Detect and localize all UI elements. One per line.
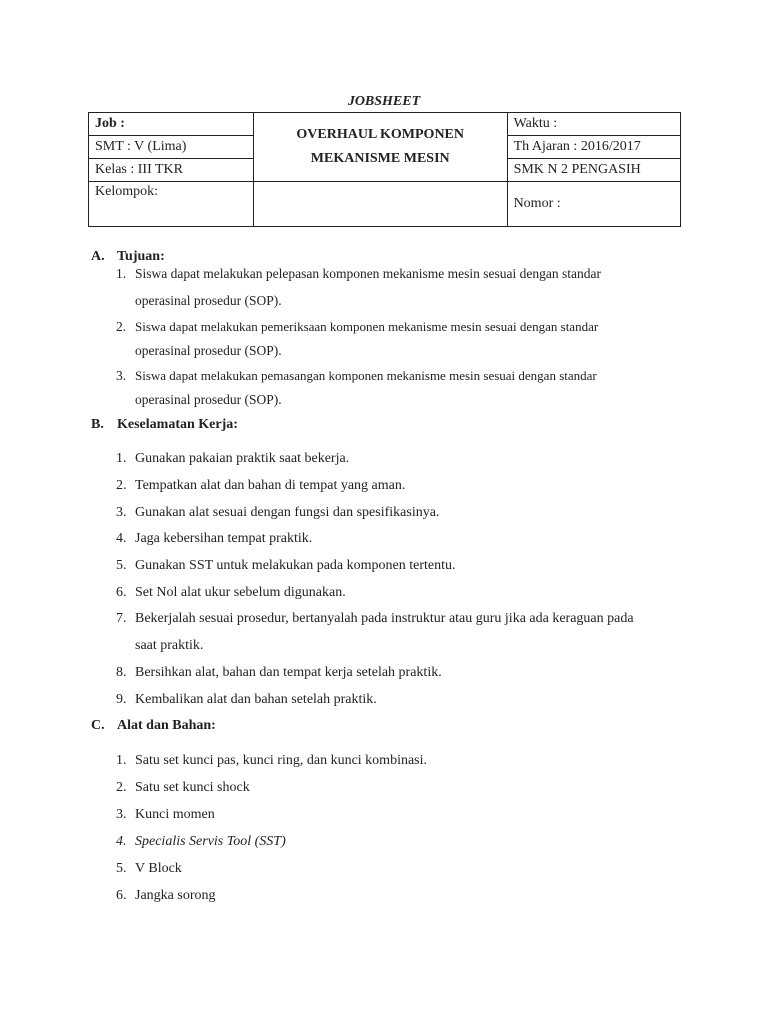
item-text: Satu set kunci pas, kunci ring, dan kunci kombinasi. <box>135 753 428 768</box>
item-number: 4. <box>116 834 127 849</box>
list-item <box>116 611 696 653</box>
list-item <box>116 888 696 904</box>
section-letter: C. <box>91 718 105 733</box>
item-text: Bersihkan alat, bahan dan tempat kerja setelah praktik. <box>135 665 442 680</box>
list-item <box>116 861 696 877</box>
list-item <box>116 780 696 796</box>
item-text: Gunakan SST untuk melakukan pada komponen tertentu. <box>135 558 456 573</box>
list-item <box>116 558 696 574</box>
ajaran-cell: Th Ajaran : 2016/2017 <box>507 136 680 159</box>
item-number: 1. <box>116 451 127 466</box>
list-item <box>116 807 696 823</box>
section-c-heading <box>91 718 216 734</box>
item-text: Bekerjalah sesuai prosedur, bertanyalah pada instruktur atau guru jika ada keraguan pada <box>135 611 634 626</box>
item-text: Kembalikan alat dan bahan setelah praktik. <box>135 692 377 707</box>
blank-cell <box>253 182 507 227</box>
item-number: 9. <box>116 692 127 707</box>
subject-cell <box>253 113 507 182</box>
smt-cell: SMT : V (Lima) <box>89 136 254 159</box>
item-text: Satu set kunci shock <box>135 780 250 795</box>
item-number: 1. <box>116 753 127 768</box>
job-cell: Job : <box>89 113 254 136</box>
item-number: 2. <box>116 780 127 795</box>
item-text-cont: operasinal prosedur (SOP). <box>135 293 282 308</box>
list-item <box>116 505 696 521</box>
item-text: V Block <box>135 861 182 876</box>
item-text: Siswa dapat melakukan pemeriksaan komponen mekanisme mesin sesuai dengan standar <box>135 319 599 334</box>
list-item <box>116 319 696 358</box>
item-text: Set Nol alat ukur sebelum digunakan. <box>135 585 346 600</box>
item-text: Jaga kebersihan tempat praktik. <box>135 531 313 546</box>
item-text: Tempatkan alat dan bahan di tempat yang aman. <box>135 478 406 493</box>
item-text: Gunakan alat sesuai dengan fungsi dan spesifikasinya. <box>135 505 440 520</box>
item-number: 3. <box>116 368 127 383</box>
kelas-cell: Kelas : III TKR <box>89 159 254 182</box>
item-number: 4. <box>116 531 127 546</box>
list-item <box>116 692 696 708</box>
item-number: 8. <box>116 665 127 680</box>
item-text: Jangka sorong <box>135 888 216 903</box>
item-text-cont: saat praktik. <box>135 638 204 653</box>
section-title: Tujuan: <box>117 249 165 264</box>
item-number: 2. <box>116 319 127 334</box>
list-item <box>116 368 696 407</box>
subject-line-1: OVERHAUL KOMPONEN <box>296 127 465 142</box>
list-item <box>116 266 696 308</box>
item-text: Siswa dapat melakukan pelepasan komponen mekanisme mesin sesuai dengan standar <box>135 266 601 281</box>
kelompok-cell: Kelompok: <box>89 182 254 227</box>
item-text: Siswa dapat melakukan pemasangan komponen mekanisme mesin sesuai dengan standar <box>135 368 597 383</box>
list-item <box>116 531 696 547</box>
section-b-heading <box>91 417 238 433</box>
section-title: Keselamatan Kerja: <box>117 417 238 432</box>
section-a-heading <box>91 249 165 265</box>
nomor-cell: Nomor : <box>507 182 680 227</box>
list-item <box>116 478 696 494</box>
header-table <box>88 112 681 227</box>
item-number: 6. <box>116 888 127 903</box>
item-number: 7. <box>116 611 127 626</box>
page-title: JOBSHEET <box>347 94 421 109</box>
item-number: 5. <box>116 558 127 573</box>
item-number: 5. <box>116 861 127 876</box>
item-number: 6. <box>116 585 127 600</box>
subject-line-2: MEKANISME MESIN <box>310 151 450 166</box>
item-text-cont: operasinal prosedur (SOP). <box>135 343 282 358</box>
item-number: 3. <box>116 505 127 520</box>
section-title: Alat dan Bahan: <box>117 718 216 733</box>
list-item <box>116 451 696 467</box>
item-text: Kunci momen <box>135 807 215 822</box>
item-text-cont: operasinal prosedur (SOP). <box>135 392 282 407</box>
list-item <box>116 585 696 601</box>
item-number: 1. <box>116 266 127 281</box>
list-item <box>116 665 696 681</box>
sekolah-cell: SMK N 2 PENGASIH <box>507 159 680 182</box>
section-letter: A. <box>91 249 105 264</box>
item-text: Specialis Servis Tool (SST) <box>135 834 286 849</box>
waktu-cell: Waktu : <box>507 113 680 136</box>
list-item <box>116 834 696 850</box>
item-text: Gunakan pakaian praktik saat bekerja. <box>135 451 350 466</box>
item-number: 3. <box>116 807 127 822</box>
section-letter: B. <box>91 417 104 432</box>
list-item <box>116 753 696 769</box>
item-number: 2. <box>116 478 127 493</box>
